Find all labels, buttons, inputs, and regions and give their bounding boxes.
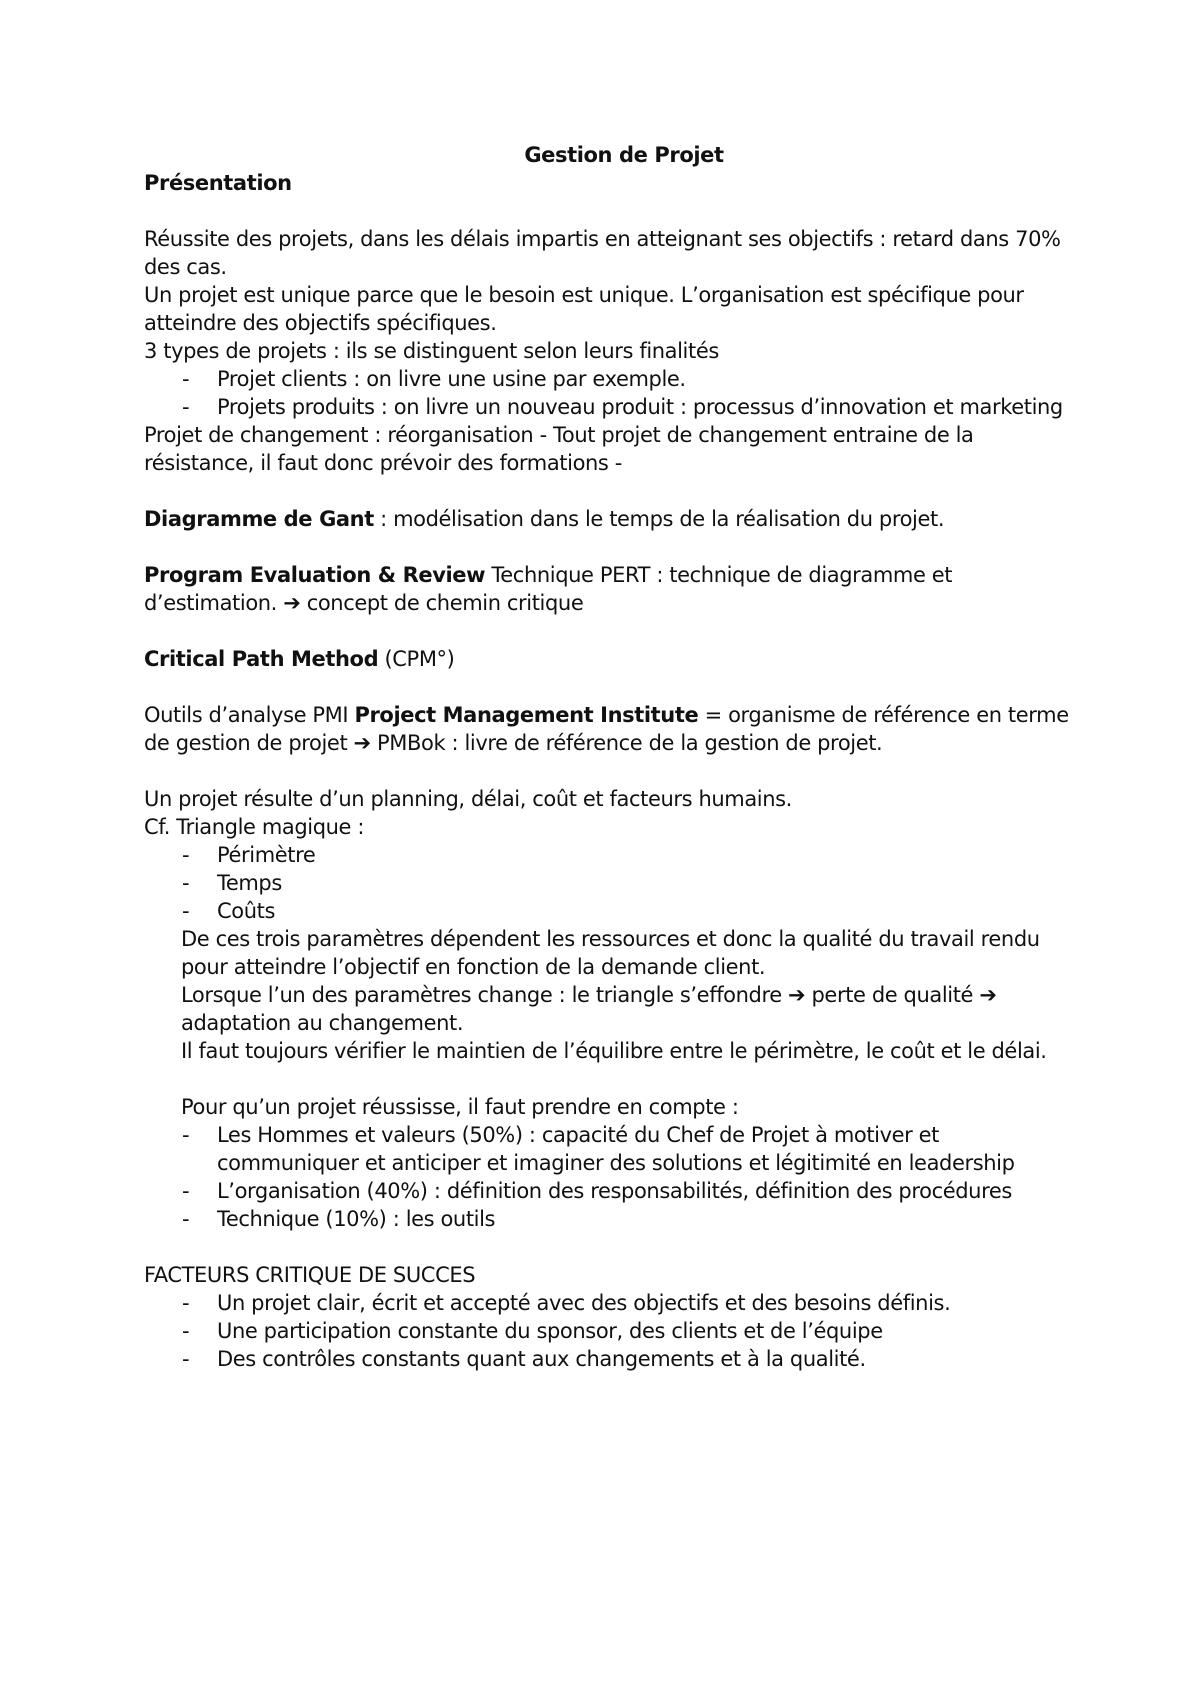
paragraph-reussite-projet: Pour qu’un projet réussisse, il faut prendre en compte : xyxy=(181,1095,739,1119)
list-dash: - xyxy=(182,1179,190,1203)
spacer xyxy=(144,477,1074,505)
list-item xyxy=(144,1177,1074,1205)
paragraph-reussite: Réussite des projets, dans les délais impartis en atteignant ses objectifs : retard dans 70% des cas. xyxy=(144,227,1061,279)
term-cpm: Critical Path Method xyxy=(144,647,379,671)
paragraph-pmi xyxy=(144,701,1074,757)
spacer xyxy=(144,533,1074,561)
paragraph-pert xyxy=(144,561,1074,617)
list-item xyxy=(144,365,1074,393)
cpm-definition: (CPM°) xyxy=(378,647,455,671)
list-item-text: Technique (10%) : les outils xyxy=(217,1207,496,1231)
paragraph-planning: Un projet résulte d’un planning, délai, coût et facteurs humains. xyxy=(144,787,792,811)
list-item-text: Projet clients : on livre une usine par exemple. xyxy=(217,367,686,391)
list-dash: - xyxy=(182,367,190,391)
list-item-text: Une participation constante du sponsor, des clients et de l’équipe xyxy=(217,1319,883,1343)
spacer xyxy=(144,757,1074,785)
list-item xyxy=(144,1121,1074,1177)
list-item xyxy=(144,393,1074,421)
list-dash: - xyxy=(182,395,190,419)
section-heading-presentation: Présentation xyxy=(144,171,292,195)
spacer xyxy=(144,617,1074,645)
list-item xyxy=(144,841,1074,869)
list-dash: - xyxy=(182,871,190,895)
paragraph-gant xyxy=(144,505,1074,533)
pmi-definition: = organisme de référence en terme de gestion de projet ➔ PMBok : livre de référence de la gestion de projet. xyxy=(144,703,1069,755)
term-pmi: Project Management Institute xyxy=(354,703,699,727)
pert-definition: Technique PERT : technique de diagramme et d’estimation. ➔ concept de chemin critique xyxy=(144,563,953,615)
list-item-text: Les Hommes et valeurs (50%) : capacité du Chef de Projet à motiver et communiquer et anticiper et imaginer des solutions et légitimité en leadership xyxy=(217,1123,1015,1175)
paragraph-cpm xyxy=(144,645,1074,673)
list-item-text: Des contrôles constants quant aux changements et à la qualité. xyxy=(217,1347,866,1371)
paragraph-projet-unique: Un projet est unique parce que le besoin est unique. L’organisation est spécifique pour atteindre des objectifs spécifiques. xyxy=(144,283,1024,335)
list-dash: - xyxy=(182,1319,190,1343)
paragraph-triangle: Cf. Triangle magique : xyxy=(144,815,365,839)
types-list xyxy=(144,365,1074,421)
paragraph-equilibre: Il faut toujours vérifier le maintien de l’équilibre entre le périmètre, le coût et le délai. xyxy=(181,1039,1047,1063)
list-dash: - xyxy=(182,899,190,923)
list-item-text: Projets produits : on livre un nouveau produit : processus d’innovation et marketing xyxy=(217,395,1063,419)
list-dash: - xyxy=(182,1347,190,1371)
list-item xyxy=(144,897,1074,925)
success-list xyxy=(144,1121,1074,1233)
paragraph-projet-changement: Projet de changement : réorganisation - Tout projet de changement entraine de la résistance, il faut donc prévoir des formations - xyxy=(144,423,974,475)
term-pert: Program Evaluation & Review xyxy=(144,563,486,587)
fcs-list xyxy=(144,1289,1074,1373)
list-dash: - xyxy=(182,1123,190,1147)
paragraph-triangle-effondre: Lorsque l’un des paramètres change : le triangle s’effondre ➔ perte de qualité ➔ adaptation au changement. xyxy=(181,983,997,1035)
list-item xyxy=(144,869,1074,897)
term-gant: Diagramme de Gant xyxy=(144,507,374,531)
triangle-list xyxy=(144,841,1074,925)
spacer xyxy=(144,673,1074,701)
document-body xyxy=(144,141,1074,1373)
section-heading-fcs: FACTEURS CRITIQUE DE SUCCES xyxy=(144,1263,476,1287)
list-item-text: L’organisation (40%) : définition des responsabilités, définition des procédures xyxy=(217,1179,1012,1203)
paragraph-types-projets: 3 types de projets : ils se distinguent selon leurs finalités xyxy=(144,339,719,363)
list-item xyxy=(144,1317,1074,1345)
list-item-text: Un projet clair, écrit et accepté avec des objectifs et des besoins définis. xyxy=(217,1291,951,1315)
spacer xyxy=(144,197,1074,225)
paragraph-parametres: De ces trois paramètres dépendent les ressources et donc la qualité du travail rendu pour atteindre l’objectif en fonction de la demande client. xyxy=(181,927,1040,979)
list-item xyxy=(144,1205,1074,1233)
spacer xyxy=(144,1233,1074,1261)
document-title: Gestion de Projet xyxy=(524,143,724,167)
list-item-text: Périmètre xyxy=(217,843,316,867)
list-item xyxy=(144,1289,1074,1317)
gant-definition: : modélisation dans le temps de la réalisation du projet. xyxy=(373,507,945,531)
list-dash: - xyxy=(182,1207,190,1231)
list-item-text: Temps xyxy=(217,871,282,895)
spacer xyxy=(144,1065,1074,1093)
list-item xyxy=(144,1345,1074,1373)
list-item-text: Coûts xyxy=(217,899,275,923)
pmi-prefix: Outils d’analyse PMI xyxy=(144,703,355,727)
list-dash: - xyxy=(182,1291,190,1315)
list-dash: - xyxy=(182,843,190,867)
